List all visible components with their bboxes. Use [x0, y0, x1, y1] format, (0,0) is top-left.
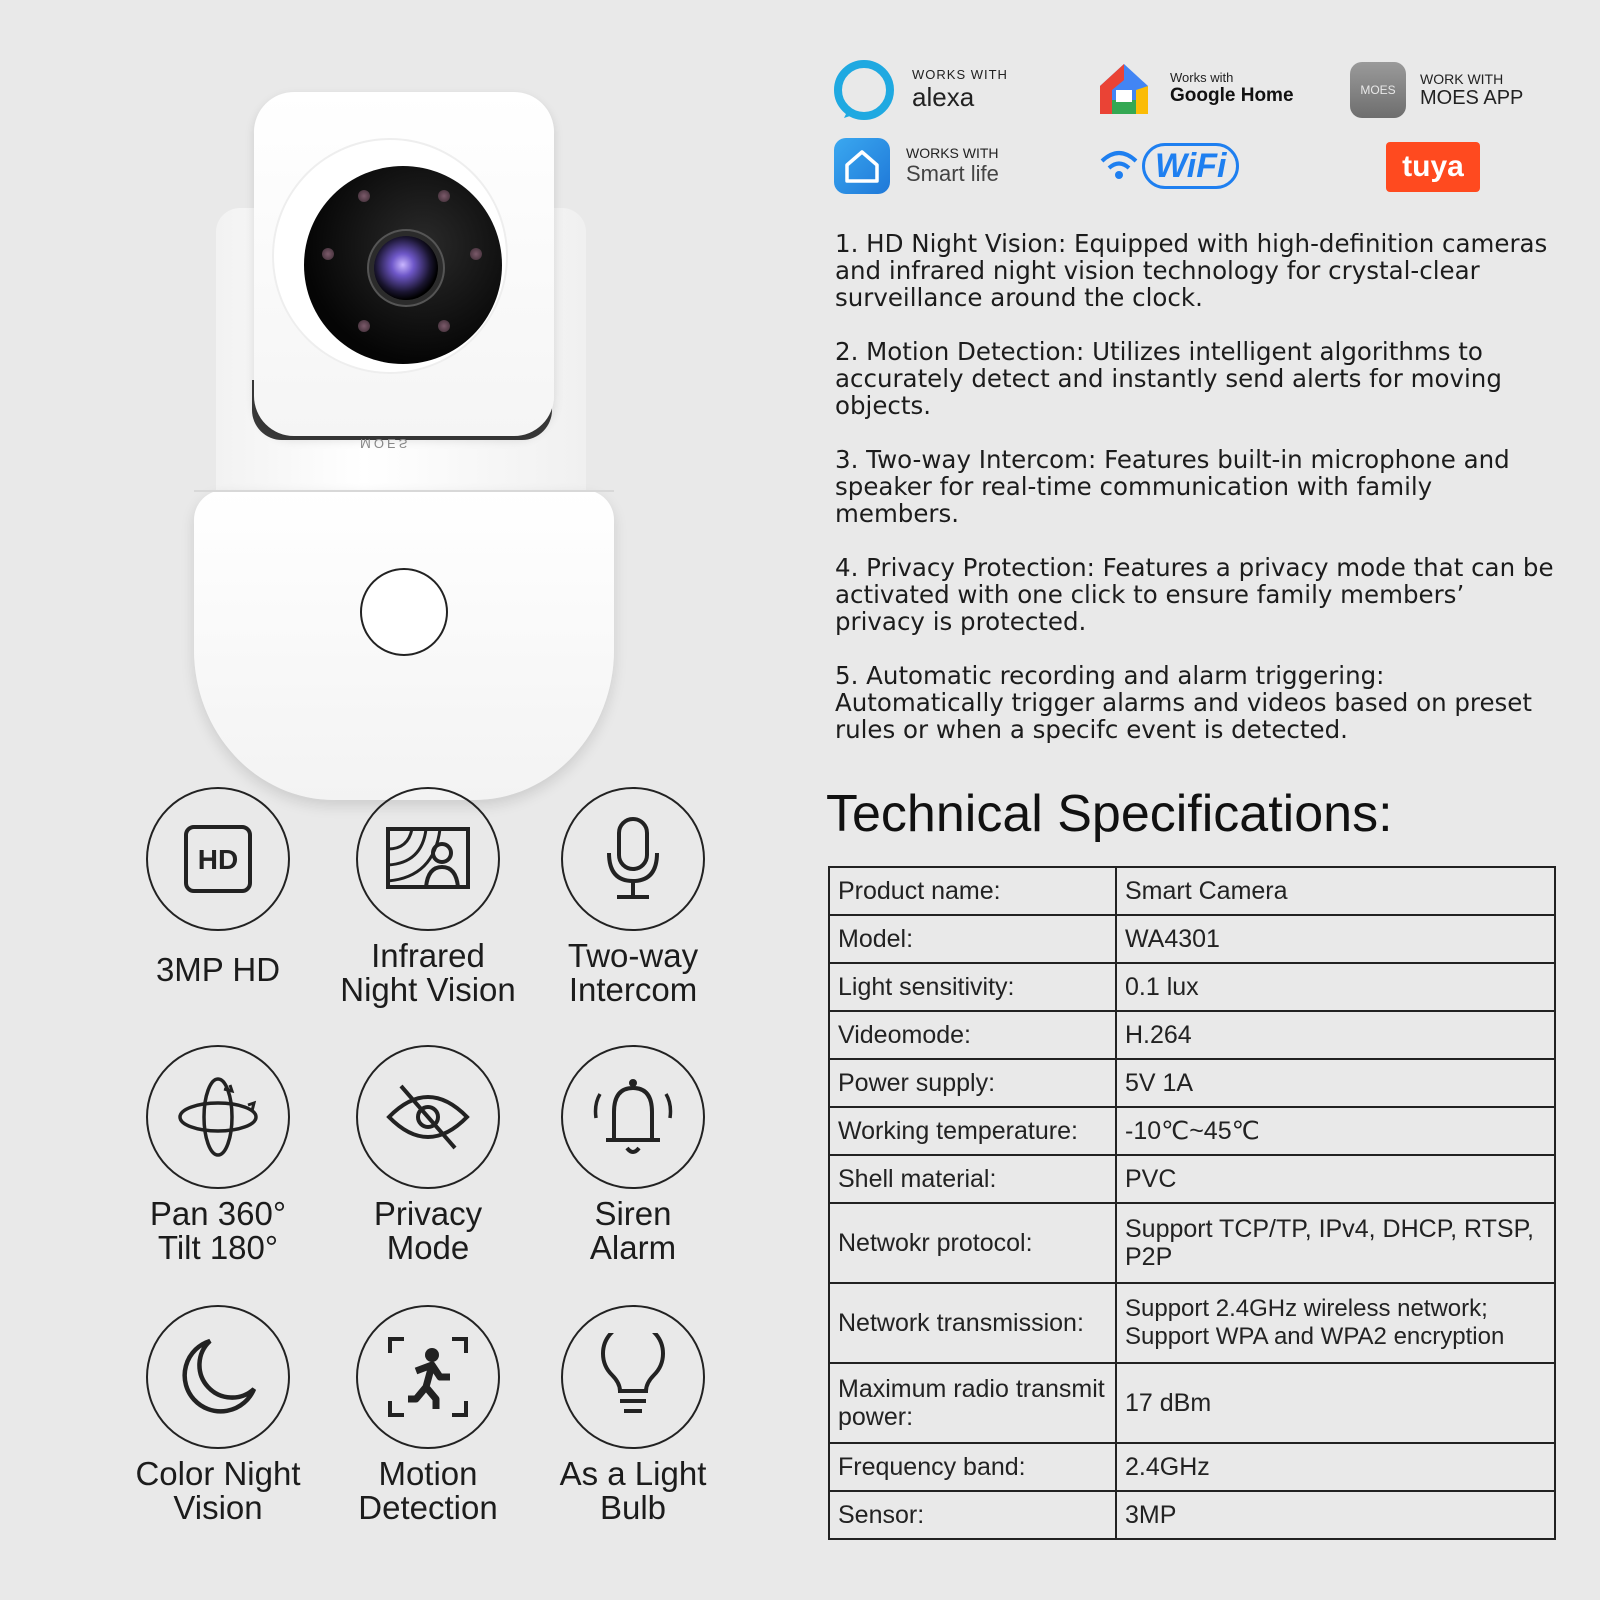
spec-row [829, 1011, 1555, 1059]
description-item: 5. Automatic recording and alarm triggering: Automatically trigger alarms and videos based on preset rules or when a specifc event is detected. [835, 661, 1532, 744]
feature-label: Siren Alarm [589, 1195, 677, 1266]
badge-tuya [1386, 142, 1480, 192]
smart-life-icon [834, 138, 890, 194]
camera-lens [374, 236, 438, 300]
spec-row [829, 1107, 1555, 1155]
badge-alexa [834, 60, 1008, 120]
spec-value: 2.4GHz [1116, 1443, 1555, 1491]
moes-logo-text: MOES [1360, 83, 1396, 97]
ir-led [358, 320, 370, 332]
ir-led [322, 248, 334, 260]
spec-value: 3MP [1116, 1491, 1555, 1539]
tuya-logo-text: tuya [1402, 150, 1464, 183]
feature-label: Privacy Mode [373, 1195, 483, 1266]
spec-key: Shell material: [829, 1155, 1116, 1203]
feature-circle [146, 787, 290, 931]
rotation-icon [176, 1075, 260, 1159]
hd-icon [183, 824, 253, 894]
svg-text:HD: HD [197, 844, 239, 875]
spec-value: Support 2.4GHz wireless network; Support WPA and WPA2 encryption [1116, 1283, 1555, 1363]
bell-icon [590, 1074, 676, 1160]
spec-key: Videomode: [829, 1011, 1116, 1059]
spec-title: Technical Specifications: [826, 785, 1393, 843]
camera-power-button [360, 568, 448, 656]
spec-row [829, 1059, 1555, 1107]
badge-small-text: Works with [1170, 69, 1234, 85]
wifi-icon [1100, 149, 1138, 183]
feature-label: 3MP HD [155, 951, 281, 988]
ir-led [438, 320, 450, 332]
spec-row [829, 867, 1555, 915]
spec-row [829, 1203, 1555, 1283]
feature-circle [356, 1045, 500, 1189]
badge-smart-life [834, 138, 999, 194]
description-item: 4. Privacy Protection: Features a privacy mode that can be activated with one click to ensure family members’ privacy is protected. [835, 553, 1554, 636]
spec-key: Product name: [829, 867, 1116, 915]
camera-product-image [190, 90, 630, 710]
feature-label: Color Night Vision [135, 1455, 301, 1526]
spec-value: H.264 [1116, 1011, 1555, 1059]
camera-base-seam [194, 490, 614, 492]
feature-label: Pan 360° Tilt 180° [149, 1195, 287, 1266]
feature-siren-alarm [533, 1045, 733, 1265]
wifi-logo-text: WiFi [1155, 146, 1227, 185]
moon-icon [176, 1335, 260, 1419]
spec-key: Working temperature: [829, 1107, 1116, 1155]
badge-small-text: WORKS WITH [906, 145, 999, 161]
spec-value: PVC [1116, 1155, 1555, 1203]
spec-row [829, 1443, 1555, 1491]
spec-value: 5V 1A [1116, 1059, 1555, 1107]
feature-circle [561, 1305, 705, 1449]
ir-led [358, 190, 370, 202]
eye-slash-icon [385, 1082, 471, 1152]
feature-label: Motion Detection [358, 1455, 498, 1526]
feature-two-way-intercom [533, 787, 733, 1007]
feature-light-bulb [533, 1305, 733, 1525]
spec-key: Frequency band: [829, 1443, 1116, 1491]
spec-value: Smart Camera [1116, 867, 1555, 915]
badge-big-text: alexa [912, 82, 975, 112]
spec-key: Light sensitivity: [829, 963, 1116, 1011]
spec-row [829, 915, 1555, 963]
ir-led [438, 190, 450, 202]
feature-motion-detection [328, 1305, 528, 1525]
infrared-night-vision-icon [386, 827, 470, 891]
feature-circle [561, 787, 705, 931]
wifi-logo-box [1142, 143, 1239, 189]
feature-label: Infrared Night Vision [340, 937, 516, 1008]
badge-google-home [1096, 60, 1294, 116]
ir-led [470, 248, 482, 260]
feature-pan-tilt [118, 1045, 318, 1265]
spec-value: -10℃~45℃ [1116, 1107, 1555, 1155]
moes-app-icon [1350, 62, 1406, 118]
description-item: 2. Motion Detection: Utilizes intelligent algorithms to accurately detect and instantly send alerts for moving objects. [835, 337, 1502, 420]
description-item: 3. Two-way Intercom: Features built-in microphone and speaker for real-time communication with family members. [835, 445, 1510, 528]
camera-logo: MOES [360, 436, 411, 451]
feature-label: As a Light Bulb [559, 1455, 707, 1526]
google-home-icon [1096, 60, 1152, 116]
feature-color-night-vision [118, 1305, 318, 1525]
badge-big-text: Google Home [1170, 84, 1294, 106]
badge-small-text: WORKS WITH [912, 67, 1008, 82]
feature-circle [146, 1045, 290, 1189]
spec-key: Netwokr protocol: [829, 1203, 1116, 1283]
microphone-icon [603, 817, 663, 901]
feature-description [835, 230, 1555, 770]
badge-big-text: Smart life [906, 161, 999, 186]
feature-3mp-hd [118, 787, 318, 987]
feature-privacy-mode [328, 1045, 528, 1265]
badge-wifi [1100, 143, 1239, 189]
lightbulb-icon [598, 1333, 668, 1421]
feature-circle [356, 787, 500, 931]
feature-circle [356, 1305, 500, 1449]
spec-value: WA4301 [1116, 915, 1555, 963]
spec-table [828, 866, 1556, 1540]
spec-row [829, 1283, 1555, 1363]
motion-person-icon [388, 1337, 468, 1417]
description-item: 1. HD Night Vision: Equipped with high-definition cameras and infrared night vision technology for crystal-clear surveillance around the clock. [835, 229, 1548, 312]
alexa-icon [834, 60, 894, 120]
spec-key: Network transmission: [829, 1283, 1116, 1363]
spec-value: 17 dBm [1116, 1363, 1555, 1443]
spec-row [829, 1491, 1555, 1539]
spec-value: 0.1 lux [1116, 963, 1555, 1011]
badge-small-text: WORK WITH [1420, 70, 1504, 87]
tuya-icon [1386, 142, 1480, 192]
feature-label: Two-way Intercom [567, 937, 699, 1008]
spec-key: Power supply: [829, 1059, 1116, 1107]
spec-row [829, 1155, 1555, 1203]
badge-big-text: MOES APP [1420, 86, 1524, 109]
badge-moes-app [1350, 62, 1523, 118]
spec-key: Model: [829, 915, 1116, 963]
spec-value: Support TCP/TP, IPv4, DHCP, RTSP, P2P [1116, 1203, 1555, 1283]
spec-row [829, 963, 1555, 1011]
spec-key: Sensor: [829, 1491, 1116, 1539]
spec-key: Maximum radio transmit power: [829, 1363, 1116, 1443]
feature-infrared-night-vision [328, 787, 528, 1007]
spec-row [829, 1363, 1555, 1443]
feature-circle [146, 1305, 290, 1449]
feature-circle [561, 1045, 705, 1189]
